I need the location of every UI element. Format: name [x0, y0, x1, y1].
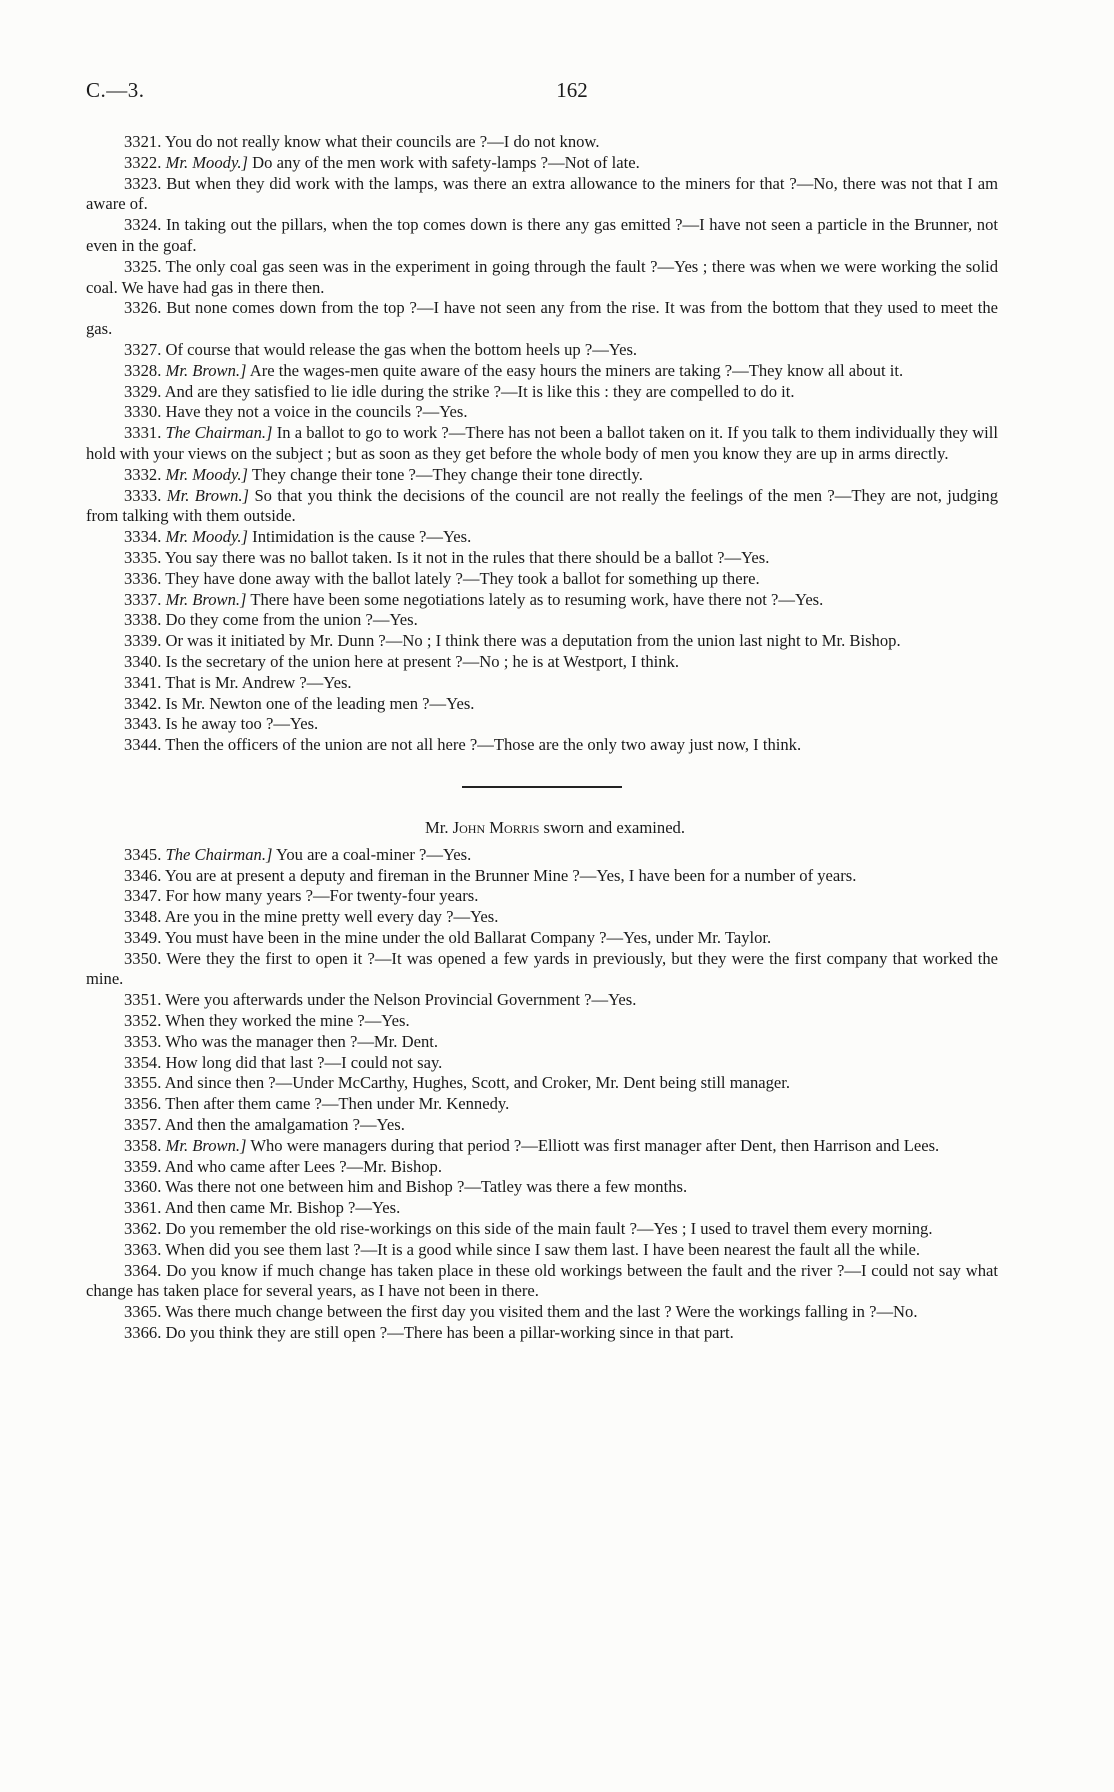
question-paragraph [86, 340, 998, 361]
question-number: 3355. [124, 1073, 162, 1093]
question-answer-text: So that you think the decisions of the council are not really the feelings of the men ?—They are not, judging from talking with them outside. [86, 485, 999, 526]
question-paragraph [86, 1115, 998, 1136]
question-number: 3321. [124, 132, 162, 151]
question-answer-text: Then after them came ?—Then under Mr. Kennedy. [165, 1094, 510, 1114]
speaker-label: Mr. Brown.] [165, 360, 247, 380]
question-answer-text: In taking out the pillars, when the top comes down is there any gas emitted ?—I have not seen a particle in the Brunner, not even in the goaf. [86, 215, 998, 255]
question-answer-text: Who was the manager then ?—Mr. Dent. [165, 1031, 438, 1051]
question-number: 3353. [124, 1031, 162, 1051]
question-paragraph [86, 1136, 998, 1157]
question-answer-text: The only coal gas seen was in the experiment in going through the fault ?—Yes ; there was when we were working the solid coal. We have had gas in there then. [86, 256, 998, 297]
question-number: 3340. [124, 651, 162, 671]
question-number: 3335. [124, 547, 162, 567]
question-answer-text: And are they satisfied to lie idle during the strike ?—It is like this : they are compelled to do it. [164, 381, 795, 401]
question-paragraph [86, 907, 998, 928]
question-answer-text: And then came Mr. Bishop ?—Yes. [164, 1198, 401, 1218]
question-answer-text: Intimidation is the cause ?—Yes. [252, 527, 472, 547]
question-number: 3360. [124, 1177, 162, 1197]
question-number: 3327. [124, 339, 162, 359]
question-paragraph [86, 1157, 998, 1178]
question-paragraph [86, 1302, 998, 1323]
speaker-label: The Chairman.] [165, 844, 273, 864]
witness-name: John Morris [452, 817, 540, 837]
question-number: 3328. [124, 360, 162, 380]
question-answer-text: Of course that would release the gas when the bottom heels up ?—Yes. [165, 339, 638, 359]
question-answer-text: You are a coal-miner ?—Yes. [276, 844, 472, 864]
question-number: 3352. [124, 1011, 162, 1031]
question-number: 3363. [124, 1239, 162, 1259]
question-number: 3362. [124, 1219, 162, 1239]
question-paragraph [86, 569, 998, 590]
question-number: 3341. [124, 672, 162, 692]
question-answer-text: Was there not one between him and Bishop ?—Tatley was there a few months. [165, 1177, 688, 1197]
question-answer-text: But none comes down from the top ?—I have not seen any from the rise. It was from the bottom that they used to meet the gas. [86, 298, 998, 339]
speaker-label: The Chairman.] [165, 423, 273, 443]
question-answer-text: Are the wages-men quite aware of the easy hours the miners are taking ?—They know all about it. [249, 360, 904, 380]
question-answer-text: Are you in the mine pretty well every day ?—Yes. [164, 907, 499, 927]
section-divider [462, 786, 622, 788]
question-answer-text: You say there was no ballot taken. Is it not in the rules that there should be a ballot ?—Yes. [164, 547, 770, 567]
question-number: 3333. [124, 485, 162, 505]
question-paragraph [86, 402, 998, 423]
witness-prefix: Mr. [425, 817, 449, 837]
question-number: 3348. [124, 907, 162, 927]
question-answer-text: Do you know if much change has taken place in these old workings between the fault and the river ?—I could not say what change has taken place for several years, as I have not been in there. [86, 1260, 998, 1301]
speaker-label: Mr. Brown.] [165, 589, 247, 609]
question-answer-text: And who came after Lees ?—Mr. Bishop. [164, 1156, 442, 1176]
witness-suffix: sworn and examined. [543, 817, 685, 837]
question-paragraph [86, 949, 998, 991]
question-paragraph [86, 1032, 998, 1053]
question-answer-text: Have they not a voice in the councils ?—Yes. [165, 402, 468, 422]
question-number: 3347. [124, 886, 162, 906]
question-paragraph [86, 423, 998, 465]
question-number: 3342. [124, 693, 162, 713]
evidence-section-2 [86, 845, 998, 1344]
question-number: 3361. [124, 1198, 162, 1218]
question-answer-text: Were they the first to open it ?—It was opened a few yards in previously, but they were the first company that worked the mine. [86, 948, 998, 989]
question-paragraph [86, 1177, 998, 1198]
question-answer-text: Do any of the men work with safety-lamps ?—Not of late. [252, 152, 640, 172]
question-paragraph [86, 174, 998, 216]
question-paragraph [86, 928, 998, 949]
question-number: 3334. [124, 527, 162, 547]
question-paragraph [86, 486, 998, 528]
question-number: 3350. [124, 948, 162, 968]
question-number: 3322. [124, 152, 162, 172]
question-number: 3358. [124, 1135, 162, 1155]
page-header [86, 78, 1028, 108]
question-paragraph [86, 298, 998, 340]
question-paragraph [86, 886, 998, 907]
question-paragraph [86, 590, 998, 611]
question-answer-text: You do not really know what their councils are ?—I do not know. [164, 132, 600, 151]
question-number: 3338. [124, 610, 162, 630]
question-paragraph [86, 845, 998, 866]
question-paragraph [86, 257, 998, 299]
question-number: 3337. [124, 589, 162, 609]
question-paragraph [86, 153, 998, 174]
question-paragraph [86, 673, 998, 694]
question-paragraph [86, 465, 998, 486]
question-paragraph [86, 527, 998, 548]
question-answer-text: In a ballot to go to work ?—There has not been a ballot taken on it. If you talk to them individually they will hold with your views on the subject ; but as soon as they get before the whole body of men you know they are up in arms directly. [86, 423, 999, 463]
question-number: 3331. [124, 423, 162, 443]
evidence-section-1 [86, 132, 998, 756]
question-paragraph [86, 610, 998, 631]
question-answer-text: Do you remember the old rise-workings on this side of the main fault ?—Yes ; I used to travel them every morning. [165, 1219, 933, 1239]
question-answer-text: Who were managers during that period ?—Elliott was first manager after Dent, then Harrison and Lees. [250, 1135, 940, 1155]
question-answer-text: Was there much change between the first day you visited them and the last ? Were the workings falling in ?—No. [165, 1302, 918, 1322]
question-answer-text: When did you see them last ?—It is a good while since I saw them last. I have been nearest the fault all the while. [165, 1239, 920, 1259]
question-paragraph [86, 735, 998, 756]
witness-heading [86, 818, 998, 839]
question-number: 3336. [124, 568, 162, 588]
question-number: 3324. [124, 215, 162, 235]
document-reference: C.—3. [86, 78, 145, 102]
question-number: 3356. [124, 1094, 162, 1114]
question-number: 3344. [124, 735, 162, 755]
question-number: 3329. [124, 381, 162, 401]
question-paragraph [86, 694, 998, 715]
question-number: 3345. [124, 844, 162, 864]
question-answer-text: That is Mr. Andrew ?—Yes. [165, 672, 352, 692]
question-number: 3339. [124, 631, 162, 651]
speaker-label: Mr. Moody.] [165, 527, 249, 547]
question-answer-text: Do they come from the union ?—Yes. [165, 610, 418, 630]
question-number: 3366. [124, 1323, 162, 1343]
question-paragraph [86, 1011, 998, 1032]
question-number: 3364. [124, 1260, 162, 1280]
question-number: 3343. [124, 714, 162, 734]
speaker-label: Mr. Brown.] [166, 485, 250, 505]
question-answer-text: There have been some negotiations lately as to resuming work, have there not ?—Yes. [250, 589, 824, 609]
question-answer-text: They have done away with the ballot lately ?—They took a ballot for something up there. [165, 568, 760, 588]
question-paragraph [86, 1240, 998, 1261]
question-paragraph [86, 361, 998, 382]
question-number: 3354. [124, 1052, 162, 1072]
question-answer-text: How long did that last ?—I could not say. [165, 1052, 443, 1072]
question-answer-text: When they worked the mine ?—Yes. [165, 1011, 410, 1031]
question-number: 3351. [124, 990, 162, 1010]
question-answer-text: Were you afterwards under the Nelson Provincial Government ?—Yes. [165, 990, 637, 1010]
question-paragraph [86, 714, 998, 735]
question-answer-text: Is the secretary of the union here at present ?—No ; he is at Westport, I think. [165, 651, 680, 671]
question-paragraph [86, 1323, 998, 1344]
question-paragraph [86, 382, 998, 403]
question-paragraph [86, 1053, 998, 1074]
question-paragraph [86, 866, 998, 887]
question-answer-text: They change their tone ?—They change their tone directly. [251, 464, 643, 484]
question-answer-text: Or was it initiated by Mr. Dunn ?—No ; I think there was a deputation from the union last night to Mr. Bishop. [165, 631, 901, 651]
question-number: 3349. [124, 927, 162, 947]
question-number: 3346. [124, 865, 162, 885]
question-number: 3330. [124, 402, 162, 422]
question-paragraph [86, 1073, 998, 1094]
question-number: 3325. [124, 256, 162, 276]
question-answer-text: For how many years ?—For twenty-four years. [165, 886, 479, 906]
question-paragraph [86, 990, 998, 1011]
question-paragraph [86, 132, 998, 153]
question-answer-text: You are at present a deputy and fireman in the Brunner Mine ?—Yes, I have been for a number of years. [164, 865, 857, 885]
question-answer-text: Is he away too ?—Yes. [165, 714, 319, 734]
question-paragraph [86, 1198, 998, 1219]
question-paragraph [86, 1219, 998, 1240]
question-number: 3332. [124, 464, 162, 484]
question-answer-text: Is Mr. Newton one of the leading men ?—Yes. [165, 693, 475, 713]
question-number: 3326. [124, 298, 162, 318]
question-answer-text: Then the officers of the union are not all here ?—Those are the only two away just now, I think. [165, 735, 802, 755]
question-paragraph [86, 548, 998, 569]
question-answer-text: But when they did work with the lamps, was there an extra allowance to the miners for that ?—No, there was not that I am aware of. [86, 173, 998, 214]
speaker-label: Mr. Moody.] [165, 152, 249, 172]
speaker-label: Mr. Brown.] [165, 1135, 247, 1155]
question-paragraph [86, 1261, 998, 1303]
question-answer-text: And then the amalgamation ?—Yes. [164, 1115, 405, 1135]
question-answer-text: You must have been in the mine under the old Ballarat Company ?—Yes, under Mr. Taylor. [164, 927, 772, 947]
question-answer-text: And since then ?—Under McCarthy, Hughes, Scott, and Croker, Mr. Dent being still manager. [164, 1073, 791, 1093]
question-paragraph [86, 1094, 998, 1115]
page-body [86, 132, 998, 1344]
question-number: 3357. [124, 1115, 162, 1135]
question-answer-text: Do you think they are still open ?—There has been a pillar-working since in that part. [165, 1323, 734, 1343]
question-paragraph [86, 652, 998, 673]
question-number: 3323. [124, 173, 162, 193]
question-number: 3359. [124, 1156, 162, 1176]
speaker-label: Mr. Moody.] [165, 464, 249, 484]
question-paragraph [86, 215, 998, 257]
page-number: 162 [556, 78, 588, 102]
question-number: 3365. [124, 1302, 162, 1322]
question-paragraph [86, 631, 998, 652]
